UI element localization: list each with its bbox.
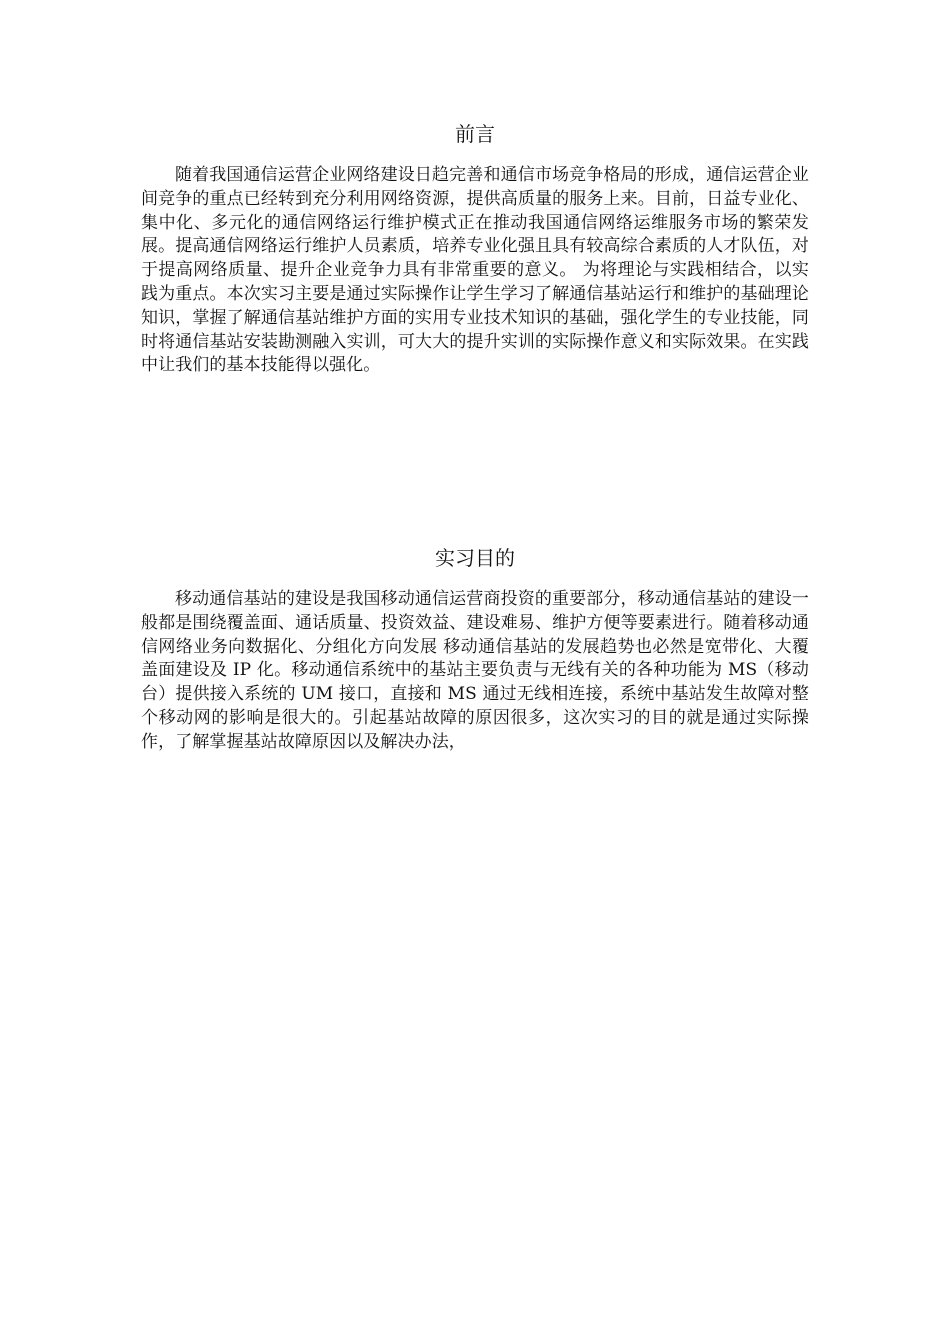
purpose-title: 实习目的 bbox=[435, 546, 515, 570]
preface-title: 前言 bbox=[455, 122, 495, 146]
purpose-paragraph: 移动通信基站的建设是我国移动通信运营商投资的重要部分，移动通信基站的建设一般都是围绕覆盖面、通话质量、投资效益、建设难易、维护方便等要素进行。随着移动通信网络业务向数据化、分组化方向发展 移动通信基站的发展趋势也必然是宽带化、大覆盖面建设及 IP 化。移动通信系统中的基站主要负责与无线有关的各种功能为 MS（移动台）提供接入系统的 UM 接口，直接和 MS 通过无线相连接，系统中基站发生故障对整个移动网的影响是很大的。引起基站故障的原因很多，这次实习的目的就是通过实际操作，了解掌握基站故障原因以及解决办法， bbox=[141, 589, 809, 752]
preface-paragraph: 随着我国通信运营企业网络建设日趋完善和通信市场竞争格局的形成，通信运营企业间竞争的重点已经转到充分利用网络资源，提供高质量的服务上来。目前，日益专业化、集中化、多元化的通信网络运行维护模式正在推动我国通信网络运维服务市场的繁荣发展。提高通信网络运行维护人员素质，培养专业化强且具有较高综合素质的人才队伍，对于提高网络质量、提升企业竞争力具有非常重要的意义。 为将理论与实践相结合，以实践为重点。本次实习主要是通过实际操作让学生学习了解通信基站运行和维护的基础理论知识，掌握了解通信基站维护方面的实用专业技术知识的基础，强化学生的专业技能，同时将通信基站安装勘测融入实训，可大大的提升实训的实际操作意义和实际效果。在实践中让我们的基本技能得以强化。 bbox=[141, 165, 809, 376]
